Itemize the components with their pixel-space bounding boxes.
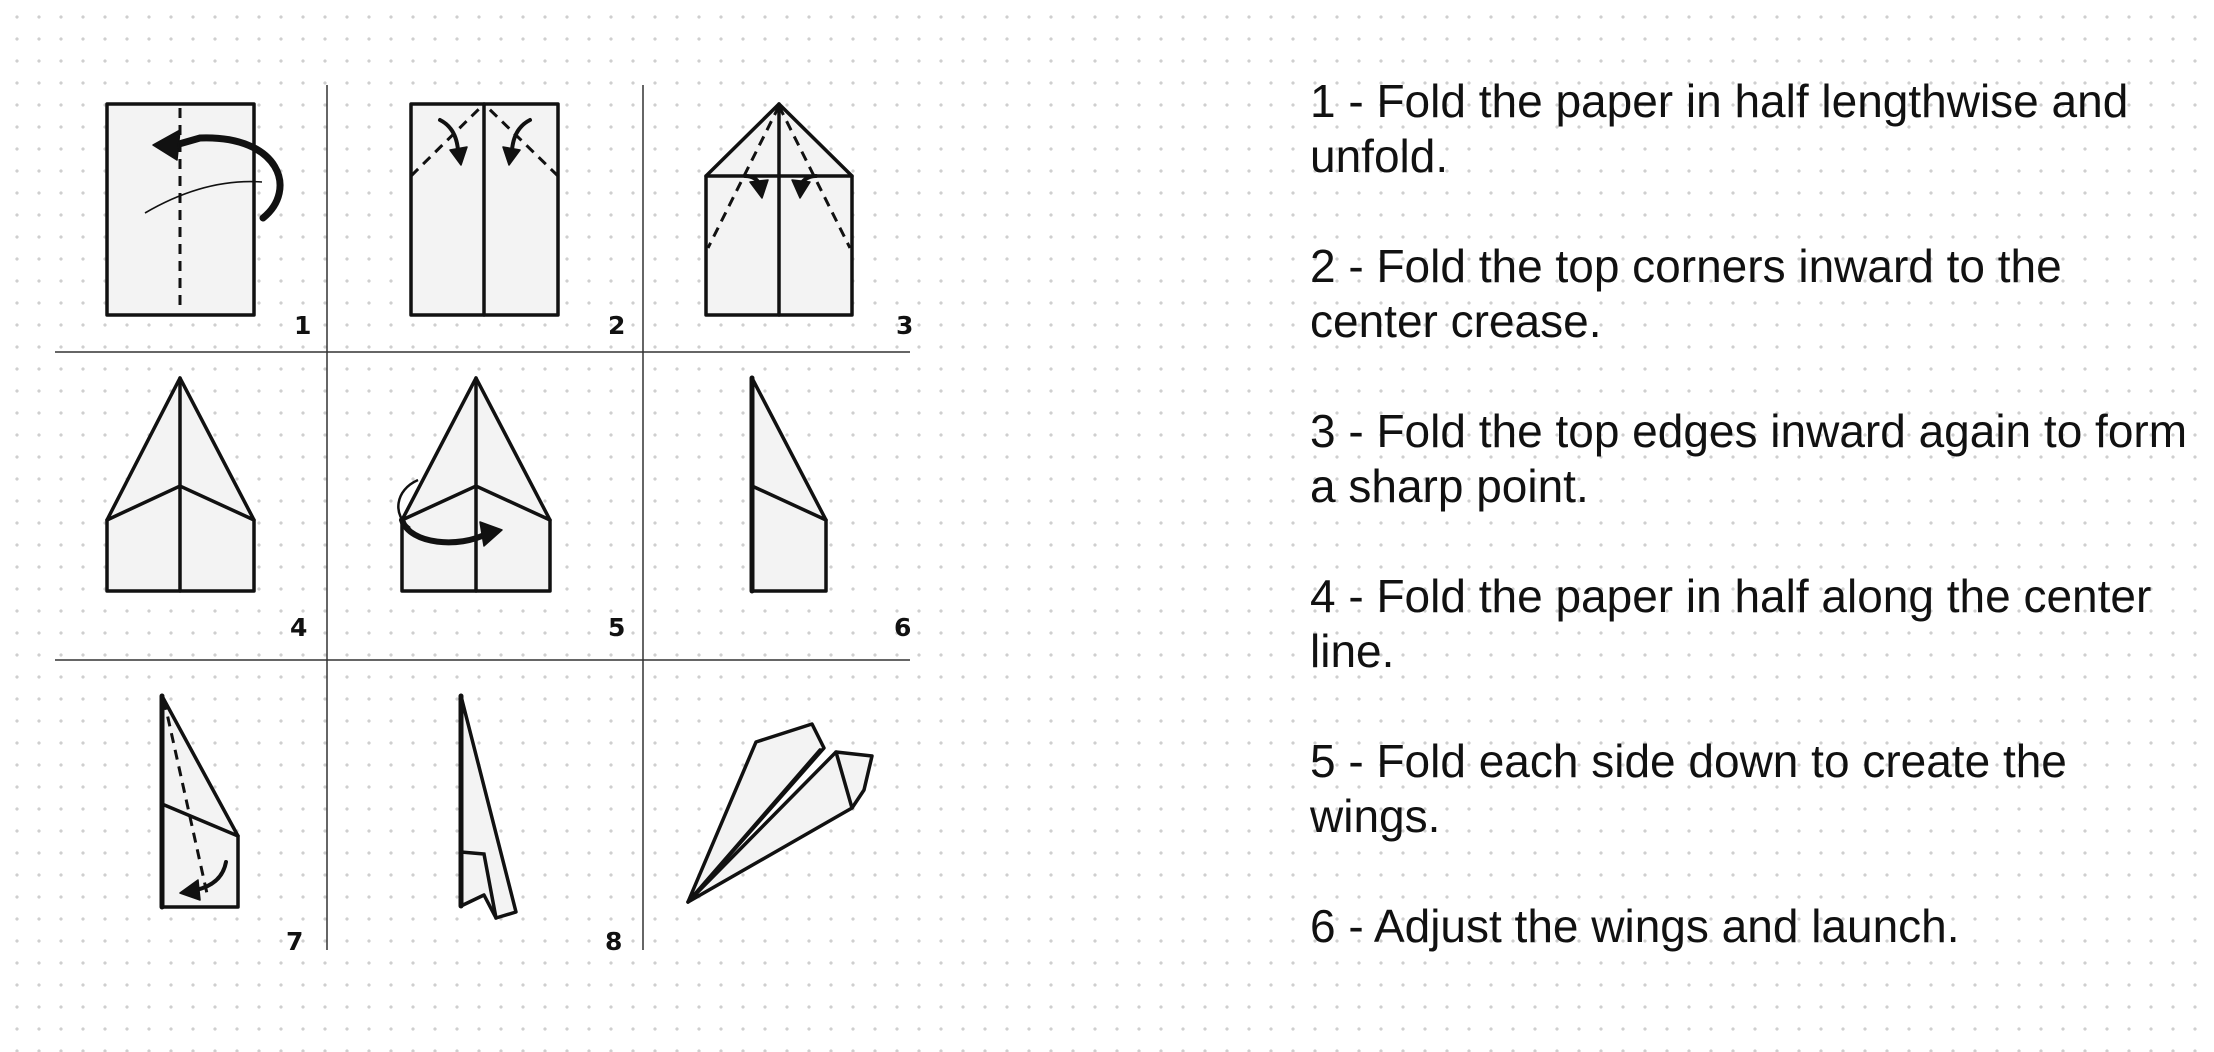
folding-diagram bbox=[0, 0, 960, 1000]
panel-5 bbox=[398, 378, 550, 591]
panel-9 bbox=[688, 724, 872, 902]
panel-2 bbox=[411, 104, 558, 315]
panel-number: 2 bbox=[608, 311, 626, 340]
panel-number: 6 bbox=[894, 613, 912, 642]
panel-7 bbox=[162, 696, 238, 907]
panel-number: 5 bbox=[608, 613, 626, 642]
step-2: 2 - Fold the top corners inward to the center crease. bbox=[1310, 240, 2062, 347]
panel-1 bbox=[107, 104, 280, 315]
panel-number: 3 bbox=[896, 311, 914, 340]
panel-8 bbox=[461, 696, 516, 918]
panel-3 bbox=[706, 104, 852, 315]
instructions-list bbox=[1310, 74, 2190, 954]
panel-4 bbox=[107, 378, 254, 591]
step-1: 1 - Fold the paper in half lengthwise and unfold. bbox=[1310, 75, 2129, 182]
panel-6 bbox=[752, 378, 826, 591]
step-4: 4 - Fold the paper in half along the center line. bbox=[1310, 570, 2152, 677]
panel-number: 1 bbox=[294, 311, 312, 340]
panel-number: 8 bbox=[605, 927, 623, 956]
step-6: 6 - Adjust the wings and launch. bbox=[1310, 900, 1960, 952]
panel-number: 7 bbox=[286, 927, 304, 956]
step-5: 5 - Fold each side down to create the wings. bbox=[1310, 735, 2067, 842]
panel-number: 4 bbox=[290, 613, 308, 642]
step-3: 3 - Fold the top edges inward again to form a sharp point. bbox=[1310, 405, 2188, 512]
